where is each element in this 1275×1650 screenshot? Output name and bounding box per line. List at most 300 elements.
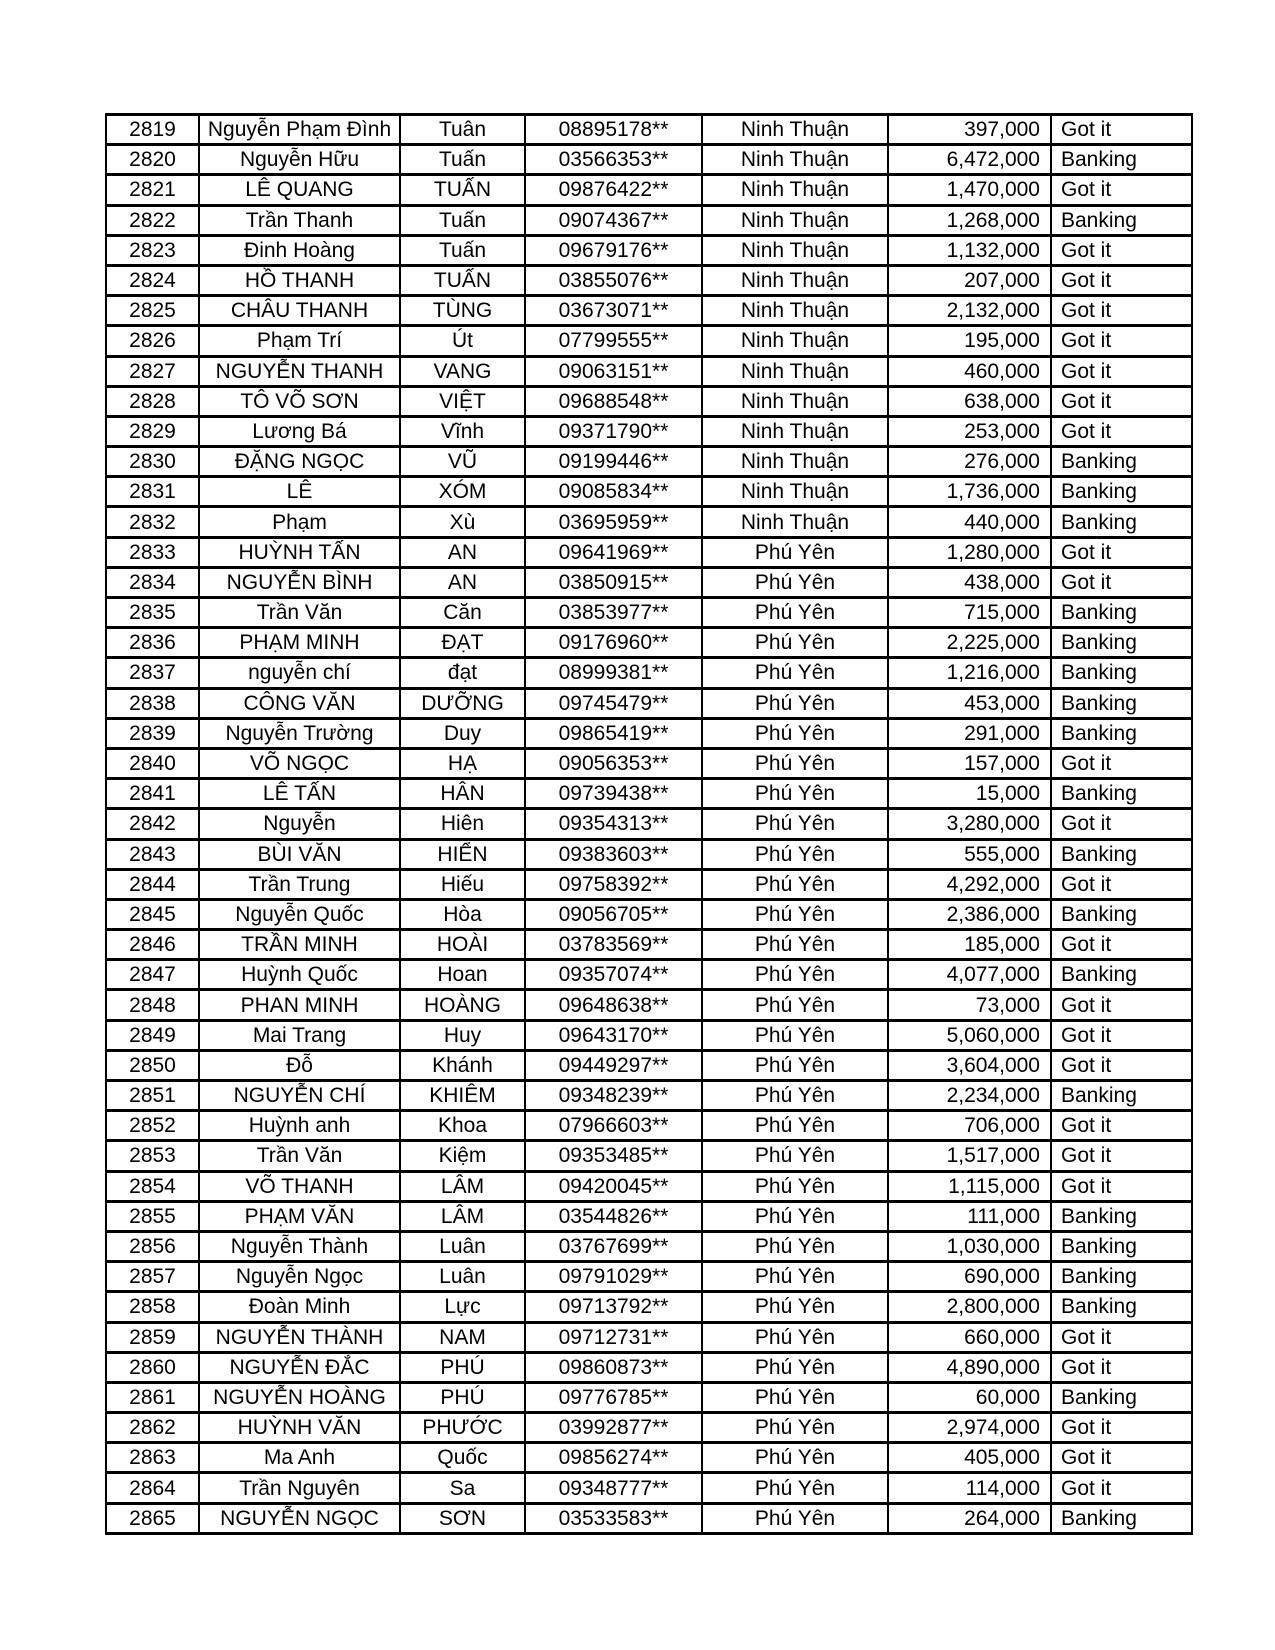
cell-last_name: Vĩnh	[400, 416, 525, 446]
cell-phone_masked: 03992877**	[525, 1413, 702, 1443]
cell-status: Got it	[1051, 748, 1192, 778]
cell-status: Got it	[1051, 386, 1192, 416]
cell-phone_masked: 09383603**	[525, 839, 702, 869]
cell-index: 2843	[106, 839, 199, 869]
cell-index: 2825	[106, 296, 199, 326]
cell-phone_masked: 03533583**	[525, 1503, 702, 1533]
cell-status: Banking	[1051, 1503, 1192, 1533]
cell-phone_masked: 09348777**	[525, 1473, 702, 1503]
cell-first_middle_name: VÕ NGỌC	[199, 748, 400, 778]
cell-province: Phú Yên	[702, 537, 888, 567]
cell-last_name: Căn	[400, 598, 525, 628]
cell-amount: 60,000	[888, 1382, 1051, 1412]
cell-status: Got it	[1051, 930, 1192, 960]
cell-first_middle_name: LÊ QUANG	[199, 175, 400, 205]
cell-status: Got it	[1051, 175, 1192, 205]
cell-status: Got it	[1051, 1413, 1192, 1443]
cell-status: Banking	[1051, 779, 1192, 809]
cell-province: Phú Yên	[702, 1231, 888, 1261]
cell-last_name: Luân	[400, 1262, 525, 1292]
cell-amount: 4,292,000	[888, 869, 1051, 899]
cell-first_middle_name: Trần Nguyên	[199, 1473, 400, 1503]
cell-index: 2851	[106, 1081, 199, 1111]
cell-phone_masked: 09353485**	[525, 1141, 702, 1171]
cell-status: Got it	[1051, 1050, 1192, 1080]
cell-province: Phú Yên	[702, 1443, 888, 1473]
cell-status: Got it	[1051, 296, 1192, 326]
table-row	[106, 1503, 1192, 1533]
cell-amount: 73,000	[888, 990, 1051, 1020]
cell-index: 2856	[106, 1231, 199, 1261]
table-row	[106, 175, 1192, 205]
cell-status: Got it	[1051, 567, 1192, 597]
cell-first_middle_name: NGUYỄN ĐẮC	[199, 1352, 400, 1382]
cell-amount: 460,000	[888, 356, 1051, 386]
cell-index: 2829	[106, 416, 199, 446]
cell-status: Banking	[1051, 1292, 1192, 1322]
cell-province: Phú Yên	[702, 567, 888, 597]
cell-phone_masked: 09679176**	[525, 235, 702, 265]
cell-amount: 1,268,000	[888, 205, 1051, 235]
table-row	[106, 235, 1192, 265]
cell-status: Banking	[1051, 145, 1192, 175]
cell-amount: 453,000	[888, 688, 1051, 718]
cell-province: Phú Yên	[702, 688, 888, 718]
cell-amount: 291,000	[888, 718, 1051, 748]
cell-phone_masked: 09648638**	[525, 990, 702, 1020]
cell-first_middle_name: Nguyễn	[199, 809, 400, 839]
cell-amount: 2,234,000	[888, 1081, 1051, 1111]
cell-index: 2844	[106, 869, 199, 899]
cell-last_name: PHÚ	[400, 1352, 525, 1382]
cell-last_name: Khánh	[400, 1050, 525, 1080]
cell-status: Got it	[1051, 265, 1192, 295]
cell-last_name: AN	[400, 537, 525, 567]
table-body	[106, 115, 1192, 1534]
cell-phone_masked: 09860873**	[525, 1352, 702, 1382]
cell-status: Got it	[1051, 416, 1192, 446]
cell-last_name: HẠ	[400, 748, 525, 778]
cell-province: Ninh Thuận	[702, 356, 888, 386]
cell-status: Banking	[1051, 1081, 1192, 1111]
cell-amount: 1,216,000	[888, 658, 1051, 688]
cell-index: 2854	[106, 1171, 199, 1201]
cell-province: Phú Yên	[702, 1352, 888, 1382]
cell-index: 2861	[106, 1382, 199, 1412]
cell-index: 2821	[106, 175, 199, 205]
cell-index: 2827	[106, 356, 199, 386]
cell-province: Phú Yên	[702, 1141, 888, 1171]
cell-last_name: Quốc	[400, 1443, 525, 1473]
table-row	[106, 628, 1192, 658]
table-row	[106, 1050, 1192, 1080]
cell-amount: 638,000	[888, 386, 1051, 416]
cell-province: Phú Yên	[702, 1020, 888, 1050]
cell-amount: 690,000	[888, 1262, 1051, 1292]
cell-province: Phú Yên	[702, 1503, 888, 1533]
table-row	[106, 296, 1192, 326]
cell-first_middle_name: CHÂU THANH	[199, 296, 400, 326]
table-row	[106, 1292, 1192, 1322]
cell-last_name: DƯỠNG	[400, 688, 525, 718]
cell-last_name: Duy	[400, 718, 525, 748]
cell-status: Banking	[1051, 1262, 1192, 1292]
cell-amount: 4,077,000	[888, 960, 1051, 990]
cell-last_name: Hòa	[400, 899, 525, 929]
cell-phone_masked: 03783569**	[525, 930, 702, 960]
cell-status: Banking	[1051, 1382, 1192, 1412]
table-row	[106, 1382, 1192, 1412]
cell-province: Phú Yên	[702, 869, 888, 899]
cell-province: Phú Yên	[702, 960, 888, 990]
cell-index: 2826	[106, 326, 199, 356]
cell-phone_masked: 09745479**	[525, 688, 702, 718]
cell-province: Phú Yên	[702, 658, 888, 688]
cell-amount: 1,470,000	[888, 175, 1051, 205]
table-row	[106, 265, 1192, 295]
cell-first_middle_name: PHẠM VĂN	[199, 1201, 400, 1231]
cell-index: 2830	[106, 447, 199, 477]
cell-province: Phú Yên	[702, 839, 888, 869]
cell-last_name: HÂN	[400, 779, 525, 809]
cell-last_name: PHÚ	[400, 1382, 525, 1412]
cell-status: Banking	[1051, 1231, 1192, 1261]
cell-province: Ninh Thuận	[702, 115, 888, 145]
cell-index: 2841	[106, 779, 199, 809]
cell-last_name: HOÀNG	[400, 990, 525, 1020]
cell-status: Banking	[1051, 960, 1192, 990]
cell-index: 2850	[106, 1050, 199, 1080]
cell-first_middle_name: HUỲNH TẤN	[199, 537, 400, 567]
cell-province: Phú Yên	[702, 628, 888, 658]
cell-status: Banking	[1051, 718, 1192, 748]
cell-first_middle_name: Trần Văn	[199, 1141, 400, 1171]
cell-first_middle_name: LÊ	[199, 477, 400, 507]
cell-status: Banking	[1051, 507, 1192, 537]
cell-province: Phú Yên	[702, 1413, 888, 1443]
cell-phone_masked: 09176960**	[525, 628, 702, 658]
cell-phone_masked: 03853977**	[525, 598, 702, 628]
cell-index: 2828	[106, 386, 199, 416]
cell-province: Ninh Thuận	[702, 265, 888, 295]
cell-first_middle_name: Trần Thanh	[199, 205, 400, 235]
cell-amount: 253,000	[888, 416, 1051, 446]
cell-first_middle_name: Phạm Trí	[199, 326, 400, 356]
cell-phone_masked: 09074367**	[525, 205, 702, 235]
cell-index: 2819	[106, 115, 199, 145]
cell-last_name: VANG	[400, 356, 525, 386]
table-row	[106, 1081, 1192, 1111]
table-row	[106, 748, 1192, 778]
cell-last_name: Hiếu	[400, 869, 525, 899]
cell-last_name: ĐẠT	[400, 628, 525, 658]
cell-last_name: Hoan	[400, 960, 525, 990]
cell-phone_masked: 09856274**	[525, 1443, 702, 1473]
cell-last_name: Kiệm	[400, 1141, 525, 1171]
cell-amount: 111,000	[888, 1201, 1051, 1231]
cell-phone_masked: 09758392**	[525, 869, 702, 899]
cell-first_middle_name: Mai Trang	[199, 1020, 400, 1050]
cell-index: 2865	[106, 1503, 199, 1533]
cell-first_middle_name: NGUYỄN NGỌC	[199, 1503, 400, 1533]
table-row	[106, 447, 1192, 477]
cell-province: Phú Yên	[702, 1050, 888, 1080]
cell-index: 2847	[106, 960, 199, 990]
cell-index: 2822	[106, 205, 199, 235]
cell-first_middle_name: NGUYỄN HOÀNG	[199, 1382, 400, 1412]
cell-phone_masked: 09876422**	[525, 175, 702, 205]
cell-province: Phú Yên	[702, 779, 888, 809]
cell-last_name: XÓM	[400, 477, 525, 507]
cell-status: Got it	[1051, 1171, 1192, 1201]
cell-province: Ninh Thuận	[702, 386, 888, 416]
cell-amount: 660,000	[888, 1322, 1051, 1352]
cell-index: 2832	[106, 507, 199, 537]
cell-index: 2859	[106, 1322, 199, 1352]
cell-phone_masked: 03855076**	[525, 265, 702, 295]
cell-index: 2863	[106, 1443, 199, 1473]
cell-phone_masked: 09056705**	[525, 899, 702, 929]
cell-status: Got it	[1051, 1443, 1192, 1473]
cell-status: Got it	[1051, 990, 1192, 1020]
cell-amount: 15,000	[888, 779, 1051, 809]
cell-first_middle_name: NGUYỄN THANH	[199, 356, 400, 386]
cell-first_middle_name: TRẦN MINH	[199, 930, 400, 960]
cell-status: Banking	[1051, 598, 1192, 628]
cell-status: Got it	[1051, 1352, 1192, 1382]
cell-amount: 2,386,000	[888, 899, 1051, 929]
cell-index: 2831	[106, 477, 199, 507]
cell-phone_masked: 09688548**	[525, 386, 702, 416]
cell-amount: 2,974,000	[888, 1413, 1051, 1443]
cell-index: 2839	[106, 718, 199, 748]
cell-first_middle_name: Nguyễn Ngọc	[199, 1262, 400, 1292]
table-row	[106, 1473, 1192, 1503]
cell-phone_masked: 09791029**	[525, 1262, 702, 1292]
cell-amount: 1,280,000	[888, 537, 1051, 567]
cell-amount: 4,890,000	[888, 1352, 1051, 1382]
cell-phone_masked: 09739438**	[525, 779, 702, 809]
cell-province: Ninh Thuận	[702, 175, 888, 205]
cell-province: Phú Yên	[702, 748, 888, 778]
cell-amount: 1,115,000	[888, 1171, 1051, 1201]
table-row	[106, 598, 1192, 628]
table-row	[106, 839, 1192, 869]
cell-index: 2855	[106, 1201, 199, 1231]
table-row	[106, 960, 1192, 990]
cell-last_name: Hiên	[400, 809, 525, 839]
cell-index: 2849	[106, 1020, 199, 1050]
cell-status: Got it	[1051, 1473, 1192, 1503]
cell-first_middle_name: Nguyễn Hữu	[199, 145, 400, 175]
cell-index: 2834	[106, 567, 199, 597]
cell-province: Phú Yên	[702, 1262, 888, 1292]
cell-status: Got it	[1051, 235, 1192, 265]
cell-amount: 3,280,000	[888, 809, 1051, 839]
cell-phone_masked: 09865419**	[525, 718, 702, 748]
cell-phone_masked: 09643170**	[525, 1020, 702, 1050]
cell-status: Banking	[1051, 477, 1192, 507]
cell-index: 2845	[106, 899, 199, 929]
cell-phone_masked: 03544826**	[525, 1201, 702, 1231]
cell-last_name: Tuấn	[400, 235, 525, 265]
cell-province: Ninh Thuận	[702, 235, 888, 265]
cell-last_name: Huy	[400, 1020, 525, 1050]
table-row	[106, 930, 1192, 960]
table-row	[106, 386, 1192, 416]
cell-phone_masked: 03850915**	[525, 567, 702, 597]
cell-status: Banking	[1051, 628, 1192, 658]
cell-status: Banking	[1051, 839, 1192, 869]
table-row	[106, 416, 1192, 446]
cell-first_middle_name: Huỳnh anh	[199, 1111, 400, 1141]
table-row	[106, 809, 1192, 839]
cell-last_name: Tuân	[400, 115, 525, 145]
cell-last_name: VIỆT	[400, 386, 525, 416]
cell-amount: 706,000	[888, 1111, 1051, 1141]
cell-status: Got it	[1051, 1322, 1192, 1352]
cell-last_name: TUẤN	[400, 265, 525, 295]
cell-first_middle_name: NGUYỄN CHÍ	[199, 1081, 400, 1111]
cell-phone_masked: 09371790**	[525, 416, 702, 446]
cell-status: Banking	[1051, 205, 1192, 235]
cell-index: 2864	[106, 1473, 199, 1503]
cell-phone_masked: 09199446**	[525, 447, 702, 477]
cell-first_middle_name: HUỲNH VĂN	[199, 1413, 400, 1443]
cell-last_name: đạt	[400, 658, 525, 688]
cell-index: 2842	[106, 809, 199, 839]
cell-status: Got it	[1051, 326, 1192, 356]
cell-first_middle_name: Huỳnh Quốc	[199, 960, 400, 990]
cell-first_middle_name: Đoàn Minh	[199, 1292, 400, 1322]
cell-province: Phú Yên	[702, 930, 888, 960]
cell-province: Ninh Thuận	[702, 447, 888, 477]
cell-last_name: SƠN	[400, 1503, 525, 1533]
cell-index: 2820	[106, 145, 199, 175]
cell-province: Ninh Thuận	[702, 507, 888, 537]
cell-phone_masked: 07966603**	[525, 1111, 702, 1141]
cell-last_name: VŨ	[400, 447, 525, 477]
table-row	[106, 1231, 1192, 1261]
cell-first_middle_name: TÔ VÕ SƠN	[199, 386, 400, 416]
cell-province: Phú Yên	[702, 1081, 888, 1111]
cell-first_middle_name: Đinh Hoàng	[199, 235, 400, 265]
cell-phone_masked: 09712731**	[525, 1322, 702, 1352]
cell-phone_masked: 03566353**	[525, 145, 702, 175]
cell-first_middle_name: Lương Bá	[199, 416, 400, 446]
cell-province: Phú Yên	[702, 1201, 888, 1231]
table-row	[106, 326, 1192, 356]
table-row	[106, 1201, 1192, 1231]
cell-province: Phú Yên	[702, 809, 888, 839]
cell-status: Got it	[1051, 1111, 1192, 1141]
cell-amount: 555,000	[888, 839, 1051, 869]
table-row	[106, 205, 1192, 235]
cell-last_name: Tuấn	[400, 145, 525, 175]
cell-phone_masked: 09449297**	[525, 1050, 702, 1080]
cell-amount: 2,800,000	[888, 1292, 1051, 1322]
cell-phone_masked: 09063151**	[525, 356, 702, 386]
cell-first_middle_name: BÙI VĂN	[199, 839, 400, 869]
cell-amount: 405,000	[888, 1443, 1051, 1473]
table-row	[106, 1141, 1192, 1171]
table-row	[106, 537, 1192, 567]
cell-index: 2857	[106, 1262, 199, 1292]
cell-last_name: Xù	[400, 507, 525, 537]
cell-phone_masked: 03673071**	[525, 296, 702, 326]
table-row	[106, 567, 1192, 597]
cell-first_middle_name: VÕ THANH	[199, 1171, 400, 1201]
cell-status: Got it	[1051, 115, 1192, 145]
cell-first_middle_name: Trần Văn	[199, 598, 400, 628]
table-row	[106, 1171, 1192, 1201]
cell-phone_masked: 07799555**	[525, 326, 702, 356]
table-row	[106, 658, 1192, 688]
cell-first_middle_name: Ma Anh	[199, 1443, 400, 1473]
data-table	[105, 113, 1193, 1535]
cell-last_name: HIỂN	[400, 839, 525, 869]
cell-phone_masked: 08999381**	[525, 658, 702, 688]
cell-status: Got it	[1051, 1141, 1192, 1171]
cell-phone_masked: 09056353**	[525, 748, 702, 778]
table-row	[106, 1322, 1192, 1352]
table-row	[106, 1020, 1192, 1050]
cell-first_middle_name: NGUYỄN BÌNH	[199, 567, 400, 597]
cell-province: Ninh Thuận	[702, 145, 888, 175]
cell-last_name: TUẤN	[400, 175, 525, 205]
cell-index: 2846	[106, 930, 199, 960]
cell-index: 2853	[106, 1141, 199, 1171]
cell-province: Phú Yên	[702, 1322, 888, 1352]
cell-province: Phú Yên	[702, 1382, 888, 1412]
cell-phone_masked: 09357074**	[525, 960, 702, 990]
cell-phone_masked: 03767699**	[525, 1231, 702, 1261]
cell-first_middle_name: Đỗ	[199, 1050, 400, 1080]
cell-status: Got it	[1051, 809, 1192, 839]
cell-last_name: LÂM	[400, 1201, 525, 1231]
cell-status: Got it	[1051, 537, 1192, 567]
cell-last_name: Lực	[400, 1292, 525, 1322]
cell-phone_masked: 03695959**	[525, 507, 702, 537]
cell-first_middle_name: Nguyễn Quốc	[199, 899, 400, 929]
cell-province: Phú Yên	[702, 718, 888, 748]
cell-province: Ninh Thuận	[702, 296, 888, 326]
cell-amount: 207,000	[888, 265, 1051, 295]
cell-amount: 6,472,000	[888, 145, 1051, 175]
table-row	[106, 1443, 1192, 1473]
table-row	[106, 899, 1192, 929]
cell-phone_masked: 09348239**	[525, 1081, 702, 1111]
cell-province: Ninh Thuận	[702, 205, 888, 235]
table-row	[106, 477, 1192, 507]
cell-amount: 264,000	[888, 1503, 1051, 1533]
cell-amount: 438,000	[888, 567, 1051, 597]
cell-status: Banking	[1051, 899, 1192, 929]
cell-index: 2836	[106, 628, 199, 658]
table-row	[106, 990, 1192, 1020]
cell-first_middle_name: Nguyễn Thành	[199, 1231, 400, 1261]
cell-phone_masked: 09420045**	[525, 1171, 702, 1201]
cell-province: Phú Yên	[702, 1292, 888, 1322]
cell-first_middle_name: ĐẶNG NGỌC	[199, 447, 400, 477]
cell-index: 2838	[106, 688, 199, 718]
cell-last_name: LÂM	[400, 1171, 525, 1201]
cell-amount: 1,736,000	[888, 477, 1051, 507]
cell-status: Banking	[1051, 658, 1192, 688]
cell-amount: 157,000	[888, 748, 1051, 778]
table-row	[106, 1262, 1192, 1292]
cell-province: Ninh Thuận	[702, 477, 888, 507]
